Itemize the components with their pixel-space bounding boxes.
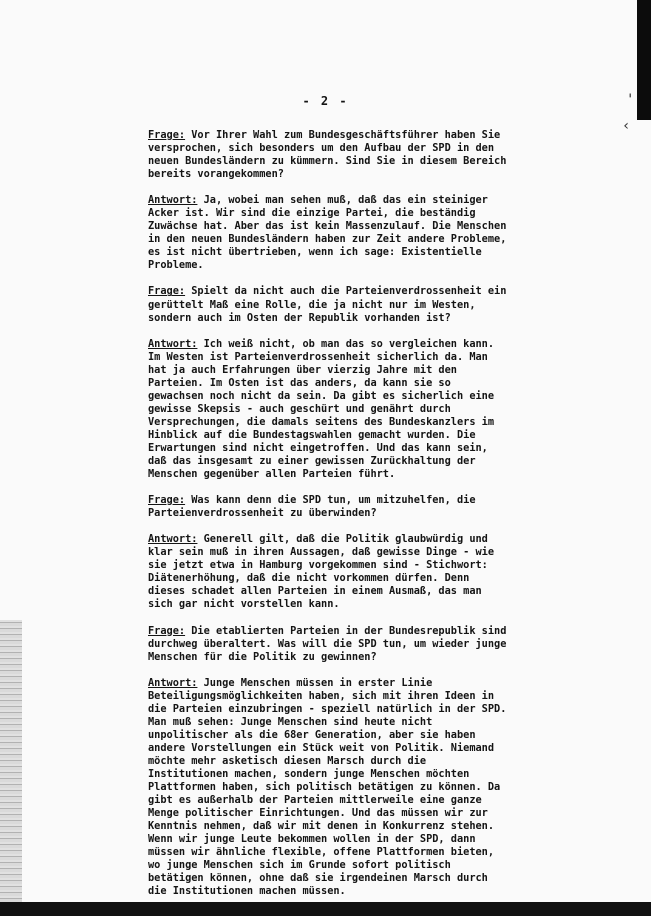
line-text: durchweg überaltert. Was will die SPD tun, um wieder junge bbox=[148, 637, 507, 650]
scan-edge-left bbox=[0, 620, 22, 916]
text-line bbox=[148, 338, 564, 351]
text-line bbox=[148, 285, 564, 298]
speaker-label: Antwort: bbox=[148, 676, 198, 689]
text-line bbox=[148, 690, 564, 703]
line-text: gewachsen noch nicht da sein. Da gibt es sicherlich eine bbox=[148, 389, 495, 402]
text-line bbox=[148, 494, 564, 507]
text-line bbox=[148, 781, 564, 794]
line-text: gibt es außerhalb der Parteien mittlerweile eine ganze bbox=[148, 794, 482, 807]
text-line bbox=[148, 833, 564, 846]
line-text: bereits vorangekommen? bbox=[148, 168, 284, 181]
speaker-label: Antwort: bbox=[148, 533, 198, 546]
text-line bbox=[148, 585, 564, 598]
line-text: Junge Menschen müssen in erster Linie bbox=[197, 676, 433, 689]
line-text: Zuwächse hat. Aber das ist kein Massenzulauf. Die Menschen bbox=[148, 220, 507, 233]
question-block bbox=[148, 494, 564, 520]
line-text: es ist nicht übertrieben, wenn ich sage: Existentielle bbox=[148, 246, 482, 259]
line-text: daß das insgesamt zu einer gewissen Zurückhaltung der bbox=[148, 455, 476, 468]
text-line bbox=[148, 872, 564, 885]
text-line bbox=[148, 794, 564, 807]
interview-text bbox=[148, 129, 564, 911]
line-text: Spielt da nicht auch die Parteienverdrossenheit ein bbox=[185, 285, 507, 298]
line-text: Acker ist. Wir sind die einzige Partei, die beständig bbox=[148, 207, 476, 220]
text-line bbox=[148, 403, 564, 416]
text-line bbox=[148, 807, 564, 820]
text-line bbox=[148, 507, 564, 520]
line-text: Im Westen ist Parteienverdrossenheit sicherlich da. Man bbox=[148, 350, 488, 363]
text-line bbox=[148, 390, 564, 403]
text-line bbox=[148, 351, 564, 364]
text-line bbox=[148, 651, 564, 664]
line-text: Generell gilt, daß die Politik glaubwürdig und bbox=[197, 533, 488, 546]
line-text: gerüttelt Maß eine Rolle, die ja nicht nur im Westen, bbox=[148, 298, 476, 311]
line-text: sich gar nicht vorstellen kann. bbox=[148, 598, 340, 611]
text-line bbox=[148, 207, 564, 220]
text-line bbox=[148, 546, 564, 559]
line-text: Wenn wir junge Leute bekommen wollen in der SPD, dann bbox=[148, 833, 476, 846]
line-text: Ja, wobei man sehen muß, daß das ein steiniger bbox=[197, 194, 488, 207]
page-number: - 2 - bbox=[302, 94, 349, 108]
text-line bbox=[148, 377, 564, 390]
text-line bbox=[148, 129, 564, 142]
line-text: Die etablierten Parteien in der Bundesrepublik sind bbox=[185, 624, 507, 637]
line-text: sie jetzt etwa in Hamburg vorgekommen sind - Stichwort: bbox=[148, 559, 488, 572]
text-line bbox=[148, 233, 564, 246]
text-line bbox=[148, 677, 564, 690]
line-text: Menschen für die Politik zu gewinnen? bbox=[148, 650, 377, 663]
line-text: Institutionen machen, sondern junge Menschen möchten bbox=[148, 767, 470, 780]
text-line bbox=[148, 533, 564, 546]
line-text: Beteiligungsmöglichkeiten haben, sich mit ihren Ideen in bbox=[148, 689, 495, 702]
speaker-label: Antwort: bbox=[148, 194, 198, 207]
text-line bbox=[148, 820, 564, 833]
speaker-label: Frage: bbox=[148, 285, 186, 298]
text-line bbox=[148, 703, 564, 716]
line-text: die Institutionen machen müssen. bbox=[148, 885, 346, 898]
line-text: Diätenerhöhung, daß die nicht vorkommen dürfen. Denn bbox=[148, 572, 470, 585]
text-line bbox=[148, 220, 564, 233]
line-text: Probleme. bbox=[148, 259, 204, 272]
line-text: Parteien. Im Osten ist das anders, da kann sie so bbox=[148, 376, 451, 389]
line-text: hat ja auch Erfahrungen über vierzig Jahre mit den bbox=[148, 363, 457, 376]
line-text: andere Vorstellungen ein Stück weit von Politik. Niemand bbox=[148, 741, 495, 754]
text-line bbox=[148, 168, 564, 181]
question-block bbox=[148, 129, 564, 181]
line-text: Man muß sehen: Junge Menschen sind heute nicht bbox=[148, 715, 433, 728]
speaker-label: Frage: bbox=[148, 494, 186, 507]
line-text: möchte mehr asketisch diesen Marsch durch die bbox=[148, 754, 427, 767]
text-line bbox=[148, 625, 564, 638]
text-line bbox=[148, 416, 564, 429]
text-line bbox=[148, 142, 564, 155]
line-text: sondern auch im Osten der Republik vorhanden ist? bbox=[148, 311, 451, 324]
speaker-label: Antwort: bbox=[148, 337, 198, 350]
question-block bbox=[148, 625, 564, 664]
answer-block bbox=[148, 533, 564, 611]
line-text: Was kann denn die SPD tun, um mitzuhelfen, die bbox=[185, 494, 476, 507]
line-text: versprochen, sich besonders um den Aufbau der SPD in den bbox=[148, 142, 495, 155]
speaker-label: Frage: bbox=[148, 129, 186, 141]
text-line bbox=[148, 768, 564, 781]
line-text: Hinblick auf die Bundestagswahlen gemacht wurden. Die bbox=[148, 428, 476, 441]
text-line bbox=[148, 455, 564, 468]
line-text: Parteienverdrossenheit zu überwinden? bbox=[148, 507, 377, 520]
line-text: klar sein muß in ihren Aussagen, daß gewisse Dinge - wie bbox=[148, 546, 495, 559]
line-text: Erwartungen sind nicht eingetroffen. Und das kann sein, bbox=[148, 441, 488, 454]
text-line bbox=[148, 598, 564, 611]
line-text: Kenntnis nehmen, daß wir mit denen in Konkurrenz stehen. bbox=[148, 820, 495, 833]
line-text: Menschen gegenüber allen Parteien führt. bbox=[148, 468, 396, 481]
text-line bbox=[148, 155, 564, 168]
text-line bbox=[148, 846, 564, 859]
line-text: wo junge Menschen sich im Grunde sofort politisch bbox=[148, 859, 451, 872]
text-line bbox=[148, 259, 564, 272]
line-text: neuen Bundesländern zu kümmern. Sind Sie in diesem Bereich bbox=[148, 155, 507, 168]
text-line bbox=[148, 859, 564, 872]
line-text: Plattformen haben, sich politisch betätigen zu können. Da bbox=[148, 781, 501, 794]
text-line bbox=[148, 638, 564, 651]
line-text: die Parteien einzubringen - speziell natürlich in der SPD. bbox=[148, 702, 507, 715]
text-line bbox=[148, 716, 564, 729]
text-line bbox=[148, 299, 564, 312]
scan-speck: ‹ bbox=[622, 118, 631, 134]
scan-speck: ' bbox=[626, 92, 635, 108]
line-text: unpolitischer als die 68er Generation, aber sie haben bbox=[148, 728, 476, 741]
text-line bbox=[148, 755, 564, 768]
text-line bbox=[148, 364, 564, 377]
text-line bbox=[148, 429, 564, 442]
answer-block bbox=[148, 677, 564, 899]
line-text: gewisse Skepsis - auch geschürt und genährt durch bbox=[148, 402, 451, 415]
line-text: dieses schadet allen Parteien in einem Ausmaß, das man bbox=[148, 585, 482, 598]
line-text: Ich weiß nicht, ob man das so vergleichen kann. bbox=[197, 337, 495, 350]
text-line bbox=[148, 246, 564, 259]
line-text: in den neuen Bundesländern haben zur Zeit andere Probleme, bbox=[148, 233, 507, 246]
text-line bbox=[148, 559, 564, 572]
question-block bbox=[148, 285, 564, 324]
speaker-label: Frage: bbox=[148, 624, 186, 637]
text-line bbox=[148, 194, 564, 207]
line-text: betätigen können, ohne daß sie irgendeinen Marsch durch bbox=[148, 872, 488, 885]
text-line bbox=[148, 572, 564, 585]
text-line bbox=[148, 885, 564, 898]
text-line bbox=[148, 442, 564, 455]
answer-block bbox=[148, 194, 564, 272]
text-line bbox=[148, 312, 564, 325]
answer-block bbox=[148, 338, 564, 482]
line-text: Versprechungen, die damals seitens des Bundeskanzlers im bbox=[148, 415, 495, 428]
text-line bbox=[148, 468, 564, 481]
line-text: müssen wir ähnliche flexible, offene Plattformen bieten, bbox=[148, 846, 495, 859]
text-line bbox=[148, 742, 564, 755]
line-text: Vor Ihrer Wahl zum Bundesgeschäftsführer haben Sie bbox=[185, 129, 501, 141]
line-text: Menge politischer Einrichtungen. Und das müssen wir zur bbox=[148, 807, 488, 820]
text-line bbox=[148, 729, 564, 742]
